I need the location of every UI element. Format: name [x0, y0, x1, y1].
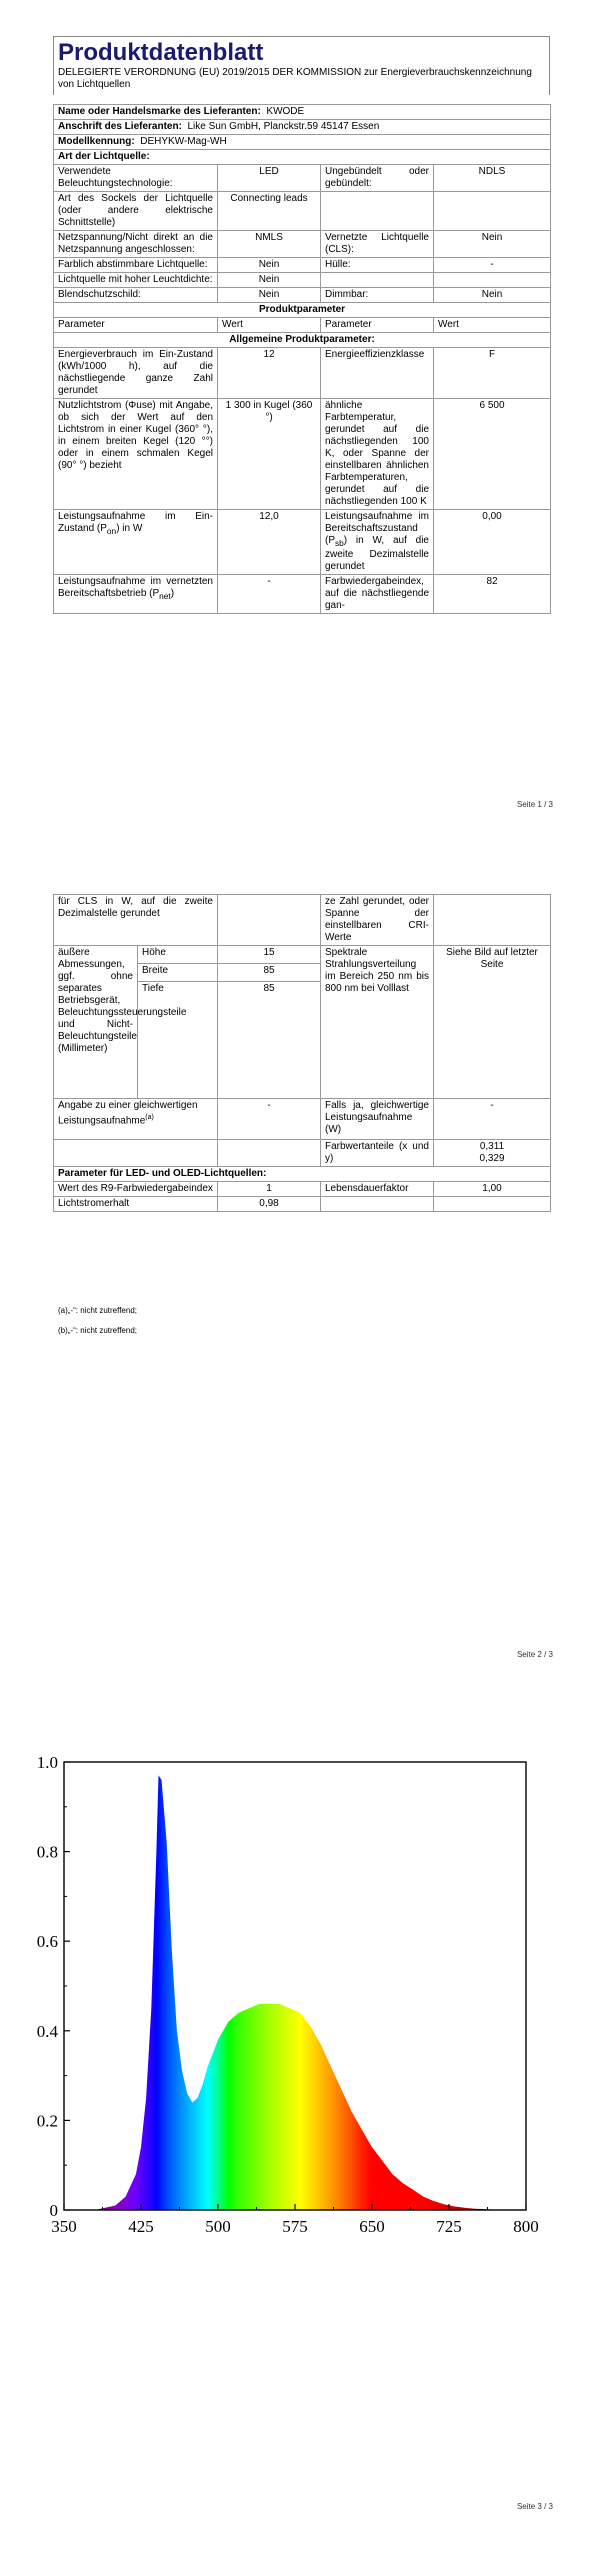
table-row	[54, 288, 551, 303]
table-row	[54, 1197, 551, 1212]
high-luminance-value: Nein	[218, 273, 321, 288]
equiv-value: -	[218, 1099, 321, 1140]
empty-cell	[434, 192, 551, 231]
tech-label: Verwendete Beleuchtungstechnologie:	[54, 165, 218, 192]
model-cell	[54, 135, 551, 150]
model-value: DEHYKW-Mag-WH	[140, 136, 227, 147]
cri-label: Farbwiedergabeindex, auf die nächstliegende gan-	[321, 575, 434, 614]
networked-label: Leistungsaufnahme im vernetzten Bereitschaftsbetrieb $(P_{net})$	[54, 575, 218, 614]
envelope-value: -	[434, 258, 551, 273]
color-tunable-label: Farblich abstimmbare Lichtquelle:	[54, 258, 218, 273]
chroma-values	[434, 1140, 551, 1167]
efficiency-label: Energieeffizienzklasse	[321, 348, 434, 399]
mains-value: NMLS	[218, 231, 321, 258]
empty-cell	[434, 1197, 551, 1212]
table-row	[54, 231, 551, 258]
x-tick-label: 650	[359, 2217, 385, 2236]
standby-label: Leistungsaufnahme im Bereitschaftszustand $(P_{sb})$ in W, auf die zweite Dezimalstelle gerundet	[321, 510, 434, 575]
flux-value: 1 300 in Kugel (360 °)	[218, 399, 321, 510]
model-label: Modellkennung:	[58, 136, 135, 147]
maintenance-value: 0,98	[218, 1197, 321, 1212]
footnote-a: (a)„-“: nicht zutreffend;	[58, 1306, 137, 1315]
supplier-name-value: KWODE	[266, 106, 305, 117]
y-tick-label: 1.0	[36, 1753, 58, 1772]
supplier-name-cell	[54, 105, 551, 120]
x-tick-label: 500	[205, 2217, 231, 2236]
supplier-name-label: Name oder Handelsmarke des Lieferanten:	[58, 106, 261, 117]
flux-label: Nutzlichtstrom (Φuse) mit Angabe, ob sich der Wert auf den Lichtstrom in einer Kugel (360° °), in einem breiten Kegel (120 °°) oder in einem schmalen Kegel (90° °) bezieht	[54, 399, 218, 510]
table-row	[54, 105, 551, 120]
cct-label: ähnliche Farbtemperatur, gerundet auf die nächstliegenden 100 K, oder Spanne der einstellbaren ähnlichen Farbtemperaturen, gerundet auf die nächstliegenden 100 K	[321, 399, 434, 510]
supplier-address-value: Like Sun GmbH, Planckstr.59 45147 Essen	[187, 121, 380, 132]
footnote-b: (b)„-“: nicht zutreffend;	[58, 1326, 137, 1335]
table-row	[54, 1099, 551, 1140]
empty-cell	[218, 1140, 321, 1167]
envelope-label: Hülle:	[321, 258, 434, 273]
page-number: Seite 2 / 3	[516, 1650, 553, 1659]
mains-label: Netzspannung/Nicht direkt an die Netzspannung angeschlossen:	[54, 231, 218, 258]
table-row	[54, 1140, 551, 1167]
table-row	[54, 258, 551, 273]
y-tick-label: 0.6	[36, 1932, 58, 1952]
efficiency-value: F	[434, 348, 551, 399]
y-tick-label: 0.8	[36, 1842, 58, 1862]
energy-value: 12	[218, 348, 321, 399]
supplier-address-label: Anschrift des Lieferanten:	[58, 121, 182, 132]
col-value-header: Wert	[434, 318, 551, 333]
x-tick-label: 725	[436, 2217, 462, 2236]
page-1	[0, 0, 603, 840]
col-value-header: Wert	[218, 318, 321, 333]
chroma-label: Farbwertanteile (x und y)	[321, 1140, 434, 1167]
table-row	[54, 192, 551, 231]
r9-value: 1	[218, 1182, 321, 1197]
col-param-header: Parameter	[321, 318, 434, 333]
page-1-content	[0, 0, 603, 790]
spectrum-area	[95, 1775, 506, 2210]
table-row	[54, 333, 551, 348]
equiv-label: Angabe zu einer gleichwertigen Leistungsaufnahme$^{(a)}$	[54, 1099, 218, 1140]
empty-cell	[434, 895, 551, 946]
antiglare-value: Nein	[218, 288, 321, 303]
page-2-content	[0, 890, 603, 1670]
spd-value: Siehe Bild auf letzter Seite	[434, 946, 551, 1099]
height-label: Höhe	[138, 946, 218, 964]
energy-label: Energieverbrauch im Ein-Zustand (kWh/1000 h), auf die nächstliegende ganze Zahl gerundet	[54, 348, 218, 399]
power-on-label: Leistungsaufnahme im Ein-Zustand $(P_{on})$ in W	[54, 510, 218, 575]
width-value: 85	[218, 964, 321, 982]
chroma-y: 0,329	[479, 1153, 505, 1164]
empty-cell	[434, 273, 551, 288]
col-param-header: Parameter	[54, 318, 218, 333]
page-number: Seite 3 / 3	[516, 2502, 553, 2511]
page-title: Produktdatenblatt	[58, 39, 264, 66]
r9-label: Wert des R9-Farbwiedergabeindex	[54, 1182, 218, 1197]
product-data-table	[53, 104, 551, 614]
x-tick-label: 800	[513, 2217, 539, 2236]
empty-cell	[54, 1140, 218, 1167]
equiv-power-value: -	[434, 1099, 551, 1140]
dims-label: äußere Abmessungen, ggf. ohne separates Betriebsgerät, Beleuchtungssteuerungsteile und Nicht-Beleuchtungsteile (Millimeter)	[54, 946, 138, 1099]
table-row	[54, 399, 551, 510]
maintenance-label: Lichtstromerhalt	[54, 1197, 218, 1212]
x-tick-label: 350	[51, 2217, 77, 2236]
cri-value: 82	[434, 575, 551, 614]
y-tick-label: 0.2	[36, 2111, 58, 2131]
empty-cell	[218, 895, 321, 946]
table-row	[54, 150, 551, 165]
empty-cell	[321, 192, 434, 231]
page-2	[0, 840, 603, 1700]
table-row	[54, 895, 551, 946]
table-row	[54, 303, 551, 318]
equiv-power-label: Falls ja, gleichwertige Leistungsaufnahme (W)	[321, 1099, 434, 1140]
empty-cell	[321, 1197, 434, 1212]
survival-value: 1,00	[434, 1182, 551, 1197]
spectral-distribution-chart	[0, 1700, 603, 2240]
cri-label-cont: ze Zahl gerundet, oder Spanne der einstellbaren CRI-Werte	[321, 895, 434, 946]
depth-value: 85	[218, 982, 321, 1099]
socket-value: Connecting leads	[218, 192, 321, 231]
table-row	[54, 273, 551, 288]
led-params-heading: Parameter für LED- und OLED-Lichtquellen:	[54, 1167, 551, 1182]
width-label: Breite	[138, 964, 218, 982]
sheet-header	[53, 36, 550, 95]
empty-cell	[321, 273, 434, 288]
socket-label: Art des Sockels der Lichtquelle (oder andere elektrische Schnittstelle)	[54, 192, 218, 231]
x-tick-label: 425	[128, 2217, 154, 2236]
table-row	[54, 575, 551, 614]
y-tick-label: 0.4	[36, 2021, 58, 2041]
networked-label-cont: für CLS in W, auf die zweite Dezimalstelle gerundet	[54, 895, 218, 946]
table-row	[54, 135, 551, 150]
page-3	[0, 1700, 603, 2560]
table-row	[54, 1167, 551, 1182]
height-value: 15	[218, 946, 321, 964]
supplier-address-cell	[54, 120, 551, 135]
table-row	[54, 165, 551, 192]
standby-value: 0,00	[434, 510, 551, 575]
table-row	[54, 348, 551, 399]
connected-value: Nein	[434, 231, 551, 258]
cct-value: 6 500	[434, 399, 551, 510]
plot-area	[37, 1753, 539, 2236]
tech-value: LED	[218, 165, 321, 192]
product-data-table-continued	[53, 894, 551, 1212]
spd-label: Spektrale Strahlungsverteilung im Bereich 250 nm bis 800 nm bei Volllast	[321, 946, 434, 1099]
general-params-heading: Allgemeine Produktparameter:	[54, 333, 551, 348]
table-row	[54, 1182, 551, 1197]
power-on-value: 12,0	[218, 510, 321, 575]
dimmable-label: Dimmbar:	[321, 288, 434, 303]
table-row	[54, 510, 551, 575]
dimmable-value: Nein	[434, 288, 551, 303]
antiglare-label: Blendschutzschild:	[54, 288, 218, 303]
survival-label: Lebensdauerfaktor	[321, 1182, 434, 1197]
chroma-x: 0,311	[479, 1141, 505, 1152]
color-tunable-value: Nein	[218, 258, 321, 273]
table-row	[54, 120, 551, 135]
table-row	[54, 318, 551, 333]
regulation-subtitle: DELEGIERTE VERORDNUNG (EU) 2019/2015 DER KOMMISSION zur Energieverbrauchskennzeichnung von Lichtquellen	[58, 67, 532, 90]
y-tick-label: 0	[49, 2201, 58, 2220]
light-source-type-heading: Art der Lichtquelle:	[54, 150, 551, 165]
page-number: Seite 1 / 3	[516, 800, 553, 809]
product-params-heading: Produktparameter	[54, 303, 551, 318]
table-row	[54, 946, 551, 964]
high-luminance-label: Lichtquelle mit hoher Leuchtdichte:	[54, 273, 218, 288]
networked-value: -	[218, 575, 321, 614]
depth-label: Tiefe	[138, 982, 218, 1099]
connected-label: Vernetzte Lichtquelle (CLS):	[321, 231, 434, 258]
unbundled-label: Ungebündelt oder gebündelt:	[321, 165, 434, 192]
unbundled-value: NDLS	[434, 165, 551, 192]
x-tick-label: 575	[282, 2217, 308, 2236]
